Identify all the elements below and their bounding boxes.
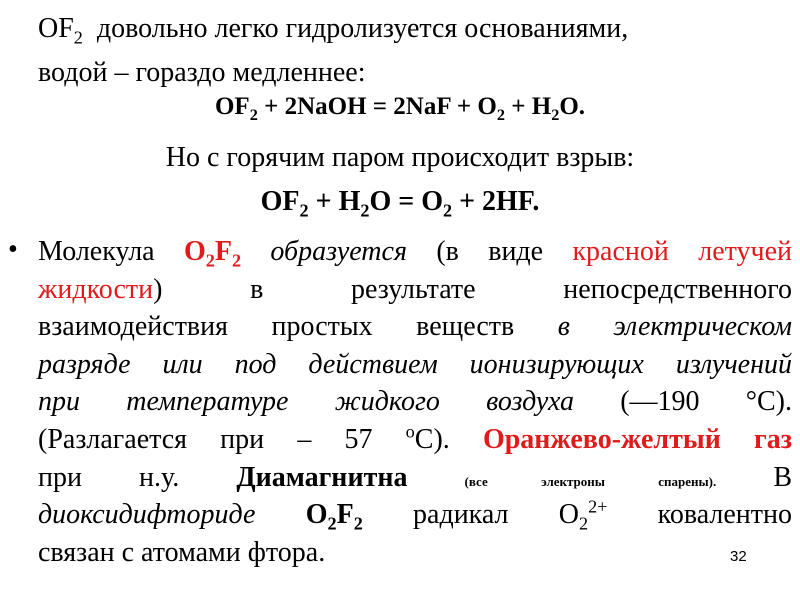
electrons-paired-note: (все электроны спарены). <box>464 473 717 489</box>
o2f2-paragraph <box>38 236 792 574</box>
para-line-7: при н.у. Диамагнитна (все электроны спарены). В <box>38 461 793 493</box>
para-line-1: Молекула $O_2F_2$ образуется (в виде красной летучей <box>38 236 792 271</box>
para-line-8: диоксидифториде $O_2F_2$ радикал $O_2^{2+}$ ковалентно <box>38 496 792 534</box>
para-line-3: взаимодействия простых веществ в электрическом <box>38 311 792 343</box>
intro-line-2: водой – гораздо медленнее: <box>38 57 366 88</box>
page-number: 32 <box>730 548 747 565</box>
equation-steam: $OF_2 + H_2O = O_2 + 2HF$. <box>260 186 540 221</box>
equation-naoh: $OF_2$ + 2NaOH = $2NaF + O_2 + H_2O$. <box>214 93 586 124</box>
para-line-4: разряде или под действием ионизирующих излучений <box>38 348 792 380</box>
para-line-5: при температуре жидкого воздуха (—190 °C). <box>38 386 792 418</box>
para-line-6: (Разлагается при – 57 $^о$С). Оранжево-желтый газ <box>38 421 792 455</box>
intro-text-1: довольно легко гидролизуется основаниями, <box>96 13 629 44</box>
bullet-marker: • <box>8 234 18 265</box>
para-line-9: связан с атомами фтора. <box>38 536 326 568</box>
of2-formula: $OF_2$ <box>38 13 83 48</box>
steam-explosion-text: Но с горячим паром происходит взрыв: <box>165 142 635 173</box>
o2f2-formula: $O_2F_2$ <box>183 236 242 271</box>
intro-line-1 <box>38 12 628 46</box>
para-line-2: жидкости) в результате непосредственного <box>38 273 792 305</box>
